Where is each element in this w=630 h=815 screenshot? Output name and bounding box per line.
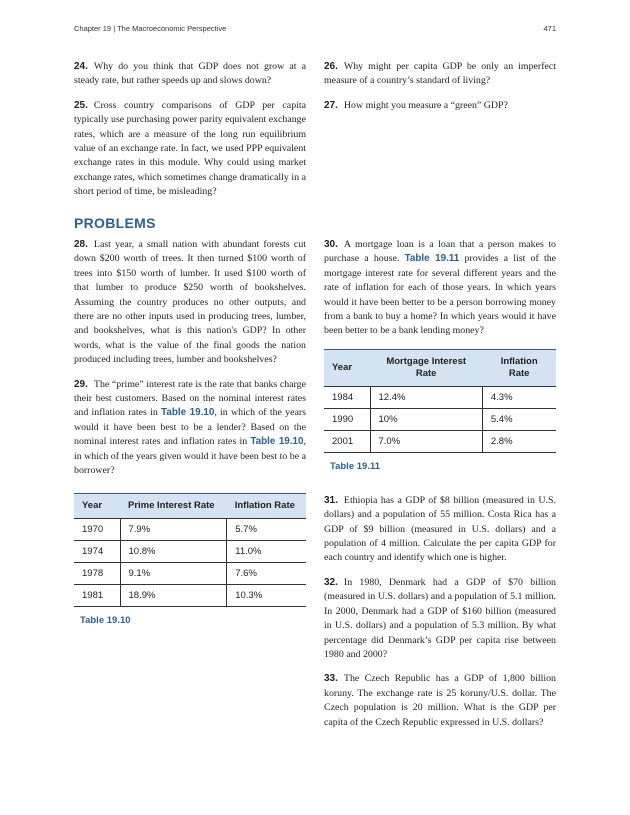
problem-text: , in which of the years would it have been best to be a lender? Based on the nominal interest rates and inflation rates in	[74, 407, 306, 448]
problem-number: 30.	[324, 239, 338, 250]
problems-right	[324, 238, 556, 740]
problem-31	[324, 494, 556, 566]
problem-text: The “prime” interest rate is the rate that banks charge their best customers. Based on the nominal interest rates and inflation rates in	[74, 378, 306, 419]
table-cell: 5.4%	[482, 408, 556, 430]
column-header-prime-rate: Prime Interest Rate	[120, 493, 227, 518]
table-caption: Table 19.11	[330, 460, 380, 472]
table-cell: 7.9%	[120, 518, 227, 540]
table-cell: 10%	[370, 408, 482, 430]
table-cell: 5.7%	[227, 518, 306, 540]
table-19-11	[324, 349, 556, 453]
table-row	[74, 562, 306, 584]
problem-number: 33.	[324, 673, 338, 685]
question-text: How might you measure a “green” GDP?	[343, 99, 508, 111]
question-25	[74, 99, 306, 200]
table-header-row	[74, 493, 306, 518]
question-26	[324, 60, 556, 89]
problem-number: 29.	[74, 378, 88, 390]
table-cell: 18.9%	[120, 584, 227, 606]
question-text: Why might per capita GDP be only an imperfect measure of a country’s standard of living?	[324, 61, 556, 87]
column-header-inflation: Inflation Rate	[227, 493, 306, 518]
problem-30	[324, 238, 556, 339]
table-cell: 10.8%	[120, 540, 227, 562]
problem-text: The Czech Republic has a GDP of 1,800 billion koruny. The exchange rate is 25 koruny/U.S. dollar. The Czech population is 20 million. What is the GDP per capita of the Czech Republic expressed in U.S. dollars?	[324, 673, 556, 728]
table-cell: 1978	[74, 562, 120, 584]
problem-28	[74, 238, 306, 368]
table-row	[74, 518, 306, 540]
problem-text: , in which of the years given would it have been best to be a borrower?	[74, 436, 306, 477]
problem-text: provides a list of the mortgage interest rate for several different years and the rate of inflation for each of those years. In which years would it have been better to be a person borrowing money from a bank to buy a home? In which years would it have been better to be a bank lending money?	[324, 253, 557, 337]
table-cell: 4.3%	[482, 386, 556, 408]
table-link[interactable]: Table 19.10	[161, 407, 215, 419]
problem-number: 31.	[324, 494, 338, 506]
question-text: Why do you think that GDP does not grow at a steady rate, but rather speeds up and slows down?	[74, 61, 306, 87]
table-cell: 1970	[74, 518, 120, 540]
table-19-10	[74, 493, 306, 607]
table-cell: 1981	[74, 584, 120, 606]
table-caption: Table 19.10	[80, 614, 131, 626]
table-cell: 1974	[74, 540, 120, 562]
question-number: 26.	[324, 61, 338, 72]
review-questions-right	[324, 60, 556, 123]
chapter-title: Chapter 19 | The Macroeconomic Perspective	[74, 24, 227, 33]
table-cell: 2001	[324, 430, 370, 452]
table-cell: 7.6%	[227, 562, 306, 584]
table-row	[324, 386, 556, 408]
table-row	[324, 408, 556, 430]
table-link[interactable]: Table 19.11	[404, 253, 460, 265]
table-cell: 1990	[324, 408, 370, 430]
problems-heading: PROBLEMS	[74, 215, 156, 231]
problem-text: Ethiopia has a GDP of $8 billion (measured in U.S. dollars) and a population of 55 million. Costa Rica has a GDP of $9 billion (measured in U.S. dollars) and a population of 4 million. Calculate the per capita GDP for each country and identify which one is higher.	[324, 494, 556, 564]
table-row	[324, 430, 556, 452]
problem-text: A mortgage loan is a loan that a person makes to purchase a house.	[324, 239, 556, 265]
column-header-year: Year	[74, 493, 120, 518]
problem-text: In 1980, Denmark had a GDP of $70 billion (measured in U.S. dollars) and a population of 5.1 million. In 2000, Denmark had a GDP of $160 billion (measured in U.S. dollars) and a population of 5.3 million. By what percentage did Denmark’s GDP per capita rise between 1980 and 2000?	[324, 576, 556, 660]
problem-text: Last year, a small nation with abundant forests cut down $200 worth of trees. It then turned $100 worth of trees into $150 worth of lumber. It used $100 worth of that lumber to produce $250 worth of bookshelves. Assuming the country produces no other outputs, and there are no other inputs used in producing trees, lumber, and bookshelves, what is this nation's GDP? In other words, what is the value of the final goods the nation produced including trees, lumber and bookshelves?	[74, 239, 306, 366]
table-link[interactable]: Table 19.10	[250, 436, 304, 448]
table-row	[74, 540, 306, 562]
question-27	[324, 99, 556, 113]
table-header-row	[324, 349, 556, 386]
table-row	[74, 584, 306, 606]
question-24	[74, 60, 306, 89]
problems-left	[74, 238, 306, 626]
question-number: 25.	[74, 99, 88, 111]
question-text: Cross country comparisons of GDP per capita typically use purchasing power parity equivalent exchange rates, which are a measure of the long run equilibrium value of an exchange rate. In fact, we used PPP equivalent exchange rates in this module. Why could using market exchange rates, which sometimes change dramatically in a short period of time, be misleading?	[74, 99, 306, 198]
review-questions-left	[74, 60, 306, 210]
table-cell: 11.0%	[227, 540, 306, 562]
problem-number: 28.	[74, 239, 88, 250]
page-number: 471	[543, 24, 556, 33]
table-cell: 7.0%	[370, 430, 482, 452]
question-number: 27.	[324, 99, 338, 111]
table-cell: 12.4%	[370, 386, 482, 408]
column-header-mortgage-rate: Mortgage Interest Rate	[370, 349, 482, 386]
table-cell: 9.1%	[120, 562, 227, 584]
table-cell: 10.3%	[227, 584, 306, 606]
problem-number: 32.	[324, 576, 338, 588]
table-cell: 1984	[324, 386, 370, 408]
column-header-year: Year	[324, 349, 370, 386]
page-header	[74, 24, 556, 38]
question-number: 24.	[74, 61, 88, 72]
table-cell: 2.8%	[482, 430, 556, 452]
problem-32	[324, 576, 556, 662]
problem-29	[74, 378, 306, 479]
column-header-inflation: Inflation Rate	[482, 349, 556, 386]
problem-33	[324, 672, 556, 730]
